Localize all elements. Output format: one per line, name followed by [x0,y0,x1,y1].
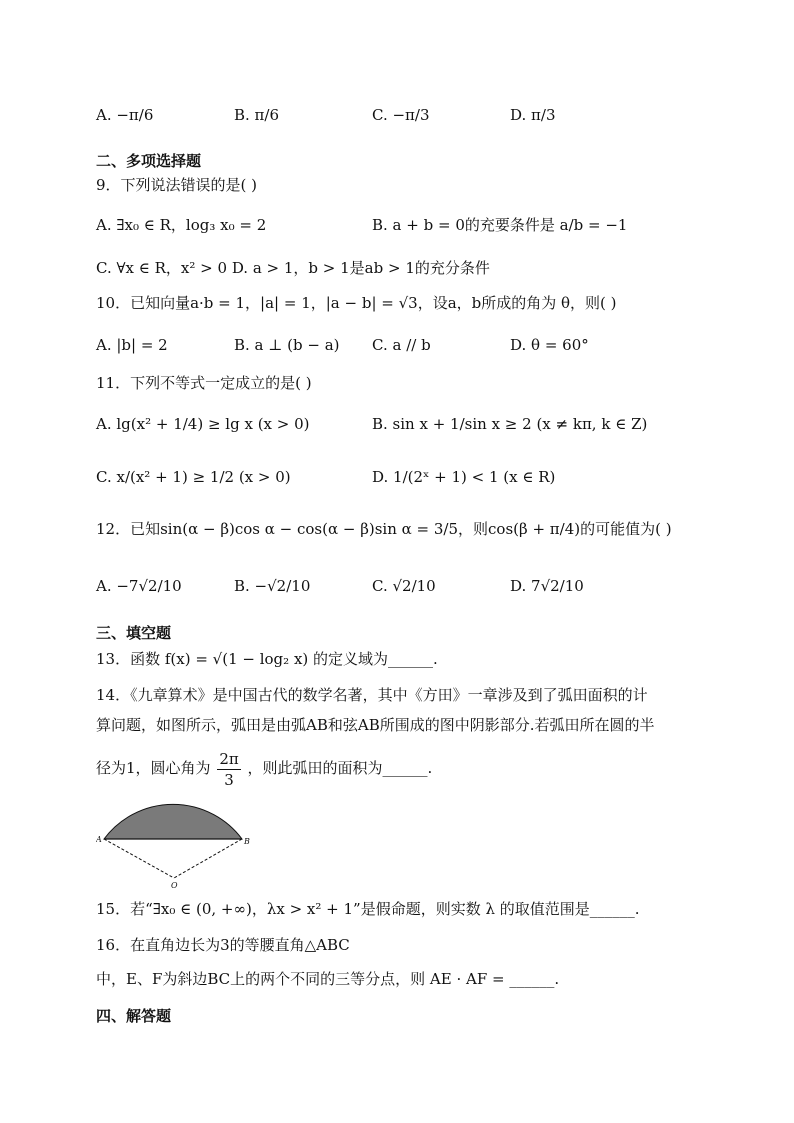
q12-stem: 12．已知sin(α − β)cos α − cos(α − β)sin α = 3/5，则cos(β + π/4)的可能值为( ) [96,520,672,538]
section-title-answer: 四、解答题 [96,1007,172,1025]
radius-oa [104,839,174,878]
q8-option-d: D. π/3 [510,106,556,124]
radius-ob [174,839,242,878]
q12-option-c: C. √2/10 [372,577,436,595]
arc-segment-shaded [104,804,242,839]
q12-option-a: A. −7√2/10 [96,577,182,595]
q11-option-b: B. sin x + 1/sin x ≥ 2 (x ≠ kπ, k ∈ Z) [372,415,648,433]
q14-line-3-prefix: 径为1，圆心角为 [96,759,211,777]
q14-line-1: 14．《九章算术》是中国古代的数学名著，其中《方田》一章涉及到了弧田面积的计 [96,686,648,704]
q8-option-b: B. π/6 [234,106,280,124]
q10-stem: 10．已知向量a·b = 1，|a| = 1，|a − b| = √3，设a，b所成的角为 θ，则( ) [96,294,617,312]
q12-option-b: B. −√2/10 [234,577,311,595]
q10-option-c: C. a // b [372,336,431,354]
q9-option-b: B. a + b = 0的充要条件是 a/b = −1 [372,216,628,234]
q9-option-cd: C. ∀x ∈ R，x² > 0 D. a > 1，b > 1是ab > 1的充分条件 [96,259,490,277]
q10-option-d: D. θ = 60° [510,336,589,354]
q14-line-3 [96,748,432,790]
q8-option-a: A. −π/6 [96,106,154,124]
q16-line-1: 16．在直角边长为3的等腰直角△ABC [96,936,350,954]
q11-option-c: C. x/(x² + 1) ≥ 1/2 (x > 0) [96,468,291,486]
q11-stem: 11．下列不等式一定成立的是( ) [96,374,312,392]
q9-option-a: A. ∃x₀ ∈ R，log₃ x₀ = 2 [96,216,267,234]
q13-text: 13．函数 f(x) = √(1 − log₂ x) 的定义域为______. [96,650,438,668]
q10-option-b: B. a ⊥ (b − a) [234,336,340,354]
central-angle-denominator: 3 [224,770,234,789]
q12-option-d: D. 7√2/10 [510,577,584,595]
point-label-o: O [171,881,178,890]
q14-line-2: 算问题，如图所示，弧田是由弧AB和弦AB所围成的图中阴影部分.若弧田所在圆的半 [96,716,655,734]
q11-option-a: A. lg(x² + 1/4) ≥ lg x (x > 0) [96,415,310,433]
q10-option-a: A. |b| = 2 [96,336,168,354]
section-title-multiple-choice: 二、多项选择题 [96,152,202,170]
q15-text: 15．若“∃x₀ ∈ (0, +∞)，λx > x² + 1”是假命题，则实数 λ 的取值范围是______. [96,900,640,918]
q9-stem: 9．下列说法错误的是( ) [96,176,258,194]
point-label-a: A [96,835,102,844]
central-angle-numerator: 2π [219,749,239,768]
q11-option-d: D. 1/(2ˣ + 1) < 1 (x ∈ R) [372,468,556,486]
central-angle-fraction [217,749,240,790]
q14-line-3-suffix: ，则此弧田的面积为______. [247,759,433,777]
q8-option-c: C. −π/3 [372,106,430,124]
point-label-b: B [244,837,250,846]
q16-line-2: 中，E、F为斜边BC上的两个不同的三等分点，则 AE · AF = ______. [96,970,560,988]
section-title-fill-in: 三、填空题 [96,624,172,642]
arc-field-figure [96,796,250,892]
